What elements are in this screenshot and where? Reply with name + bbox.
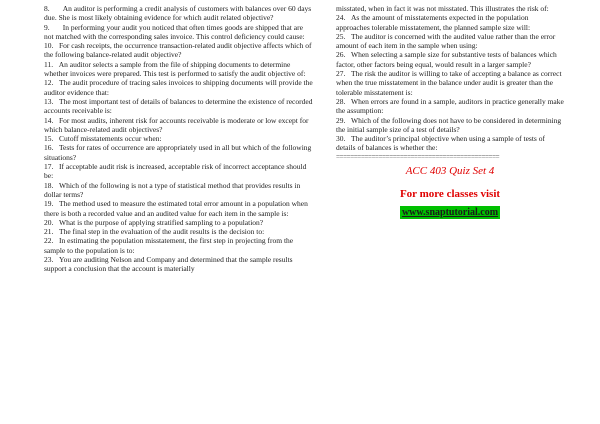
question-12: 12. The audit procedure of tracing sales invoices to shipping documents will provide the auditor evidence that: — [44, 78, 313, 97]
promo-block — [336, 164, 564, 219]
question-23-continued: misstated, when in fact it was not misstated. This illustrates the risk of: — [336, 4, 549, 13]
left-column — [44, 4, 314, 274]
more-classes-text: For more classes visit — [399, 188, 501, 201]
question-10: 10. For cash receipts, the occurrence transaction-related audit objective affects which of the following balance-related audit objective? — [44, 41, 312, 60]
question-29: 29. Which of the following does not have to be considered in determining the initial sample size of a test of details? — [336, 115, 562, 134]
question-22: 22. In estimating the population misstatement, the first step in projecting from the sample to the population is to: — [44, 236, 294, 255]
quiz-set-title: ACC 403 Quiz Set 4 — [405, 165, 495, 178]
question-24: 24. As the amount of misstatements expected in the population approaches tolerable misstatement, the planned sample size will: — [336, 13, 531, 32]
question-9: 9. In performing your audit you noticed that often times goods are shipped that are not matched with the corresponding sales invoice. This control deficiency could cause: — [44, 22, 305, 41]
question-23: 23. You are auditing Nelson and Company and determined that the sample results support a conclusion that the account is materially — [44, 255, 293, 274]
question-8: 8. An auditor is performing a credit analysis of customers with balances over 60 days due. She is most likely obtaining evidence for which audit related objective? — [44, 4, 312, 23]
snaptutorial-link[interactable]: www.snaptutorial.com — [401, 207, 499, 219]
question-16: 16. Tests for rates of occurrence are appropriately used in all but which of the following situations? — [44, 143, 312, 162]
question-11: 11. An auditor selects a sample from the file of shipping documents to determine whether invoices were prepared. This test is performed to satisfy the audit objective of: — [44, 59, 306, 79]
question-17: 17. If acceptable audit risk is increased, acceptable risk of incorrect acceptance should be: — [44, 162, 307, 181]
question-28: 28. When errors are found in a sample, auditors in practice generally make the assumption: — [336, 96, 564, 116]
question-20: 20. What is the purpose of applying stratified sampling to a population? — [44, 217, 264, 227]
question-26: 26. When selecting a sample size for substantive tests of balances which factor, other factors being equal, would result in a larger sample? — [336, 50, 557, 69]
question-14: 14. For most audits, inherent risk for accounts receivable is moderate or low except for which balance-related audit objectives? — [44, 115, 309, 134]
question-13: 13. The most important test of details of balances to determine the existence of recorded accounts receivable is: — [44, 96, 313, 116]
question-21: 21. The final step in the evaluation of the audit results is the decision to: — [44, 227, 265, 237]
question-25: 25. The auditor is concerned with the audited value rather than the error amount of each item in the sample when using: — [336, 31, 556, 51]
question-27: 27. The risk the auditor is willing to take of accepting a balance as correct when the true misstatement in the balance under audit is greater than the tolerable misstatement is: — [336, 69, 562, 97]
right-column — [336, 4, 564, 219]
question-15: 15. Cutoff misstatements occur when: — [44, 134, 162, 144]
question-19: 19. The method used to measure the estimated total error amount in a population when there is both a recorded value and an audited value for each item in the sample is: — [44, 199, 308, 218]
question-30: 30. The auditor’s principal objective when using a sample of tests of details of balances is whether the: — [336, 134, 545, 153]
question-18: 18. Which of the following is not a type of statistical method that provides results in dollar terms? — [44, 180, 301, 199]
separator-line: ============================================== — [336, 152, 500, 161]
